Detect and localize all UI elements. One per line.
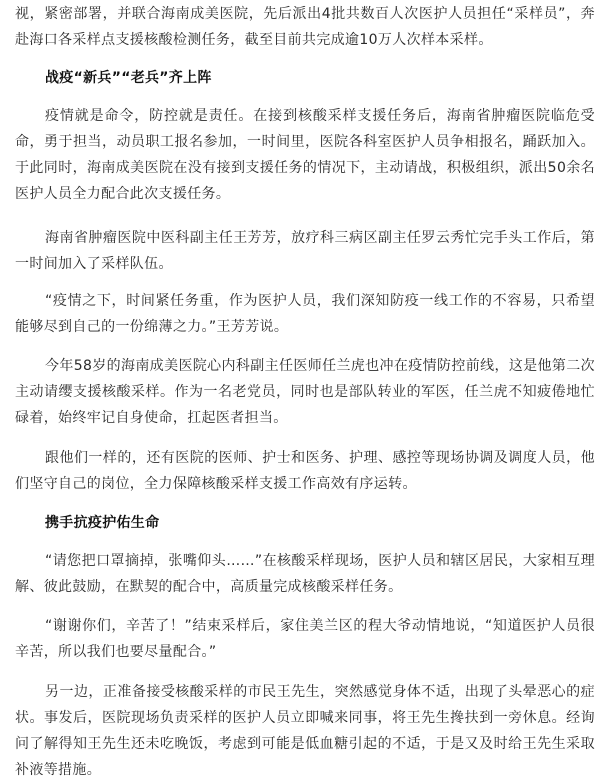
paragraph-quote-wang: “疫情之下，时间紧任务重，作为医护人员，我们深知防疫一线工作的不容易，只希望能够尽到自己的一份绵薄之力。”王芳芳说。 xyxy=(15,293,595,335)
paragraph-support-staff: 跟他们一样的，还有医院的医师、护士和医务、护理、感控等现场协调及调度人员，他们坚守自己的岗位，全力保障核酸采样支援工作高效有序运转。 xyxy=(15,450,595,492)
paragraph-intro: 视，紧密部署，并联合海南成美医院，先后派出4批共数百人次医护人员担任“采样员”，奔赴海口各采样点支援核酸检测任务，截至目前共完成逾10万人次样本采样。 xyxy=(15,6,595,48)
section-heading-new-and-old: 战疫“新兵”“老兵”齐上阵 xyxy=(45,70,212,86)
paragraph-mobilization: 疫情就是命令，防控就是责任。在接到核酸采样支援任务后，海南省肿瘤医院临危受命，勇于担当，动员职工报名参加，一时间里，医院各科室医护人员争相报名，踊跃加入。于此同时，海南成美医院在没有接到支援任务的情况下，主动请战，积极组织，派出50余名医护人员全力配合此次支援任务。 xyxy=(15,108,595,202)
paragraph-resident-thanks: “谢谢你们，辛苦了！”结束采样后，家住美兰区的程大爷动情地说，“知道医护人员很辛苦，所以我们也要尽量配合。” xyxy=(15,618,595,660)
paragraph-wang-fangfang: 海南省肿瘤医院中医科副主任王芳芳，放疗科三病区副主任罗云秀忙完手头工作后，第一时间加入了采样队伍。 xyxy=(15,230,595,272)
section-heading-joint-fight: 携手抗疫护佑生命 xyxy=(45,515,160,531)
paragraph-sampling-scene: “请您把口罩摘掉，张嘴仰头……”在核酸采样现场，医护人员和辖区居民，大家相互理解、彼此鼓励，在默契的配合中，高质量完成核酸采样任务。 xyxy=(15,553,595,595)
paragraph-mr-wang: 另一边，正准备接受核酸采样的市民王先生，突然感觉身体不适，出现了头晕恶心的症状。事发后，医院现场负责采样的医护人员立即喊来同事，将王先生搀扶到一旁休息。经询问了解得知王先生还未吃晚饭，考虑到可能是低血糖引起的不适，于是又及时给王先生采取补液等措施。 xyxy=(15,684,595,778)
paragraph-ren-lanhu: 今年58岁的海南成美医院心内科副主任医师任兰虎也冲在疫情防控前线，这是他第二次主动请缨支援核酸采样。作为一名老党员，同时也是部队转业的军医，任兰虎不知疲倦地忙碌着，始终牢记自身使命，扛起医者担当。 xyxy=(15,358,595,426)
